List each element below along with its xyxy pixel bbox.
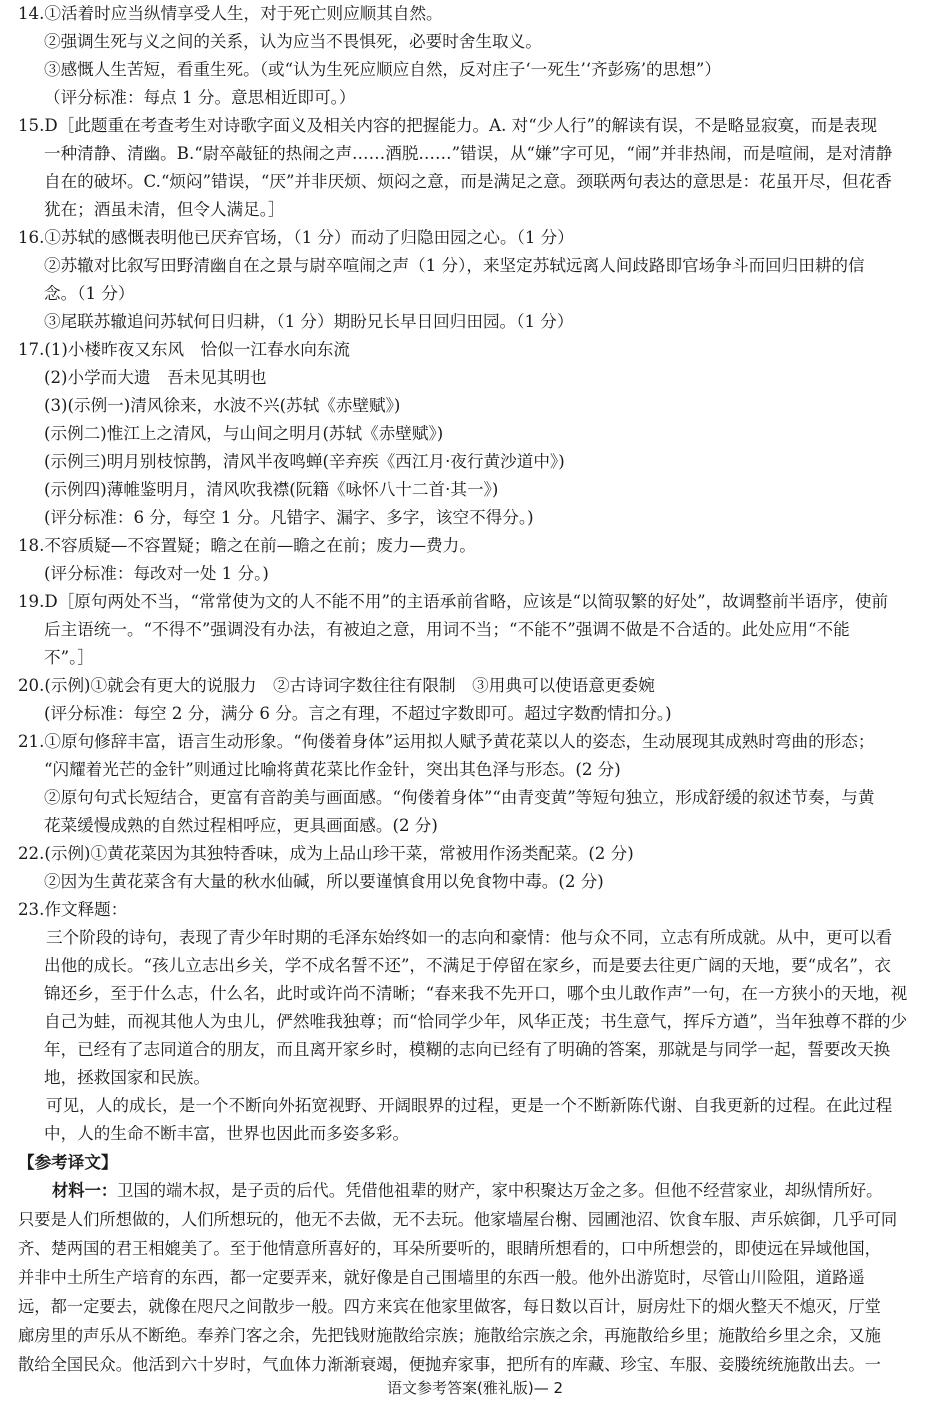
- translation-text: 远，都一定要去，就像在咫尺之间散步一般。四方来宾在他家里做客，每日数以百计，厨房灶下的烟火整天不熄灭，厅堂: [18, 1297, 881, 1316]
- translation-text: 只要是人们所想做的，人们所想玩的，他无不去做，无不去玩。他家墙屋台榭、园圃池沼、饮食车服、声乐嫔御，几乎可同: [18, 1210, 898, 1229]
- answer-line-a19-1: 19.D［原句两处不当，“常常使为文的人不能不用”的主语承前省略，应该是“以简驭繁的好处”，故调整前半语序，使前: [18, 592, 889, 611]
- answer-line-a16-2: ②苏辙对比叙写田野清幽自在之景与尉卒喧闹之声（1 分），来坚定苏轼远离人间歧路即官场争斗而回归田耕的信: [44, 256, 865, 275]
- translation-text: 散给全国民众。他活到六十岁时，气血体力渐渐衰竭，便抛弃家事，把所有的库藏、珍宝、车服、妾媵统统施散出去。一: [18, 1355, 881, 1374]
- answer-line-a18-1: 18.不容质疑—不容置疑；瞻之在前—瞻之在前；废力—费力。: [18, 536, 476, 555]
- answer-line-a14-2: ②强调生死与义之间的关系，认为应当不畏惧死，必要时舍生取义。: [44, 32, 542, 51]
- answer-line-a16-4: ③尾联苏辙追问苏轼何日归耕，（1 分）期盼兄长早日回归田园。（1 分）: [44, 312, 574, 331]
- translation-text: 齐、楚两国的君王相媲美了。至于他情意所喜好的，耳朵所要听的，眼睛所想看的，口中所想尝的，即使远在异域他国，: [18, 1239, 881, 1258]
- answer-line-a17-3: (3)(示例一)清风徐来，水波不兴(苏轼《赤壁赋》): [44, 396, 401, 415]
- answer-line-a23-5: 自己为蛙，而视其他人为虫儿，俨然唯我独尊；而“恰同学少年，风华正茂；书生意气，挥斥方遒”，当年独尊不群的少: [44, 1012, 908, 1031]
- translation-line: [18, 1350, 938, 1379]
- translation-line: [18, 1321, 938, 1350]
- translation-line: [18, 1263, 938, 1292]
- answer-line-a21-3: ②原句句式长短结合，更富有音韵美与画面感。“佝偻着身体”“由青变黄”等短句独立，形成舒缓的叙述节奏，与黄: [44, 788, 875, 807]
- answer-line-a20-1: 20.(示例)①就会有更大的说服力 ②古诗词字数往往有限制 ③用典可以使语意更委婉: [18, 676, 655, 695]
- answer-line-a21-2: “闪耀着光芒的金针”则通过比喻将黄花菜比作金针，突出其色泽与形态。(2 分): [44, 760, 621, 779]
- reference-heading: 【参考译文】: [18, 1152, 118, 1172]
- answer-line-a18-2: (评分标准：每改对一处 1 分。): [44, 564, 269, 583]
- answer-line-a23-6: 年，已经有了志同道合的朋友，而且离开家乡时，模糊的志向已经有了明确的答案，那就是与同学一起，誓要改天换: [44, 1040, 891, 1059]
- translation-line: [18, 1176, 938, 1205]
- answer-line-a14-3: ③感慨人生苦短，看重生死。（或“认为生死应顺应自然，反对庄子‘一死生’‘齐彭殇’的思想”）: [44, 60, 721, 79]
- answer-line-a16-1: 16.①苏轼的感慨表明他已厌弃官场，（1 分）而动了归隐田园之心。（1 分）: [18, 228, 574, 247]
- translation-line: [18, 1234, 938, 1263]
- translation-text: 廊房里的声乐从不断绝。奉养门客之余，先把钱财施散给宗族；施散给宗族之余，再施散给乡里；施散给乡里之余，又施: [18, 1326, 881, 1345]
- answer-line-a23-9: 中，人的生命不断丰富，世界也因此而多姿多彩。: [44, 1124, 410, 1143]
- answer-line-a23-1: 23.作文释题：: [18, 900, 128, 919]
- answer-line-a17-5: (示例三)明月别枝惊鹊，清风半夜鸣蝉(辛弃疾《西江月·夜行黄沙道中》): [44, 452, 565, 471]
- answer-line-a17-6: (示例四)薄帷鉴明月，清风吹我襟(阮籍《咏怀八十二首·其一》): [44, 480, 499, 499]
- answer-line-a21-1: 21.①原句修辞丰富，语言生动形象。“佝偻着身体”运用拟人赋予黄花菜以人的姿态，生动展现其成熟时弯曲的形态；: [18, 732, 875, 751]
- answer-line-a19-3: 不”。］: [44, 648, 94, 667]
- material-label: 材料一：: [52, 1181, 118, 1200]
- translation-line: [18, 1205, 938, 1234]
- answer-line-a14-1: 14.①活着时应当纵情享受人生，对于死亡则应顺其自然。: [18, 4, 443, 23]
- answer-line-a23-4: 锦还乡，至于什么志，什么名，此时或许尚不清晰；“春来我不先开口，哪个虫儿敢作声”一句，在一方狭小的天地，视: [44, 984, 908, 1003]
- answer-line-a17-1: 17.(1)小楼昨夜又东风 恰似一江春水向东流: [18, 340, 350, 359]
- answer-line-a23-8: 可见，人的成长，是一个不断向外拓宽视野、开阔眼界的过程，更是一个不断新陈代谢、自我更新的过程。在此过程: [46, 1096, 893, 1115]
- answer-line-a15-4: 犹在；酒虽未清，但令人满足。］: [44, 200, 285, 219]
- answer-line-a20-2: (评分标准：每空 2 分，满分 6 分。言之有理，不超过字数即可。超过字数酌情扣分。): [44, 704, 672, 723]
- answer-content: [18, 0, 938, 1379]
- answer-line-a22-1: 22.(示例)①黄花菜因为其独特香味，成为上品山珍干菜，常被用作汤类配菜。(2 分): [18, 844, 634, 863]
- translation-text: 卫国的端木叔，是子贡的后代。凭借他祖辈的财产，家中积聚达万金之多。但他不经营家业，却纵情所好。: [117, 1181, 883, 1200]
- answer-line-a15-1: 15.D［此题重在考查考生对诗歌字面义及相关内容的把握能力。A. 对“少人行”的解读有误，不是略显寂寞，而是表现: [18, 116, 878, 135]
- answer-line-a15-3: 自在的破坏。C.“烦闷”错误，“厌”并非厌烦、烦闷之意，而是满足之意。颈联两句表达的意思是：花虽开尽，但花香: [44, 172, 892, 191]
- answer-line-a16-3: 念。（1 分）: [44, 284, 135, 303]
- answer-line-a19-2: 后主语统一。“不得不”强调没有办法，有被迫之意，用词不当；“不能不”强调不做是不合适的。此处应用“不能: [44, 620, 850, 639]
- answer-line-a21-4: 花菜缓慢成熟的自然过程相呼应，更具画面感。(2 分): [44, 816, 438, 835]
- translation-line: [18, 1292, 938, 1321]
- answer-line-a23-7: 地，拯救国家和民族。: [44, 1068, 210, 1087]
- page-footer: 语文参考答案(雅礼版)— 2: [386, 1379, 564, 1397]
- answer-line-a22-2: ②因为生黄花菜含有大量的秋水仙碱，所以要谨慎食用以免食物中毒。(2 分): [44, 872, 604, 891]
- answer-line-a17-4: (示例二)惟江上之清风，与山间之明月(苏轼《赤壁赋》): [44, 424, 444, 443]
- translation-text: 并非中土所生产培育的东西，都一定要弄来，就好像是自己围墙里的东西一般。他外出游览时，尽管山川险阻，道路遥: [18, 1268, 865, 1287]
- answer-line-a15-2: 一种清静、清幽。B.“尉卒敲钲的热闹之声……酒脱……”错误，从“嫌”字可见，“闹”并非热闹，而是喧闹，是对清静: [44, 144, 893, 163]
- answer-line-a17-2: (2)小学而大遗 吾未见其明也: [44, 368, 267, 387]
- answer-line-a23-2: 三个阶段的诗句，表现了青少年时期的毛泽东始终如一的志向和豪情：他与众不同，立志有所成就。从中，更可以看: [46, 928, 893, 947]
- answer-line-a23-3: 出他的成长。“孩儿立志出乡关，学不成名誓不还”，不满足于停留在家乡，而是要去往更广阔的天地，要“成名”，衣: [44, 956, 892, 975]
- answer-line-a17-7: (评分标准：6 分，每空 1 分。凡错字、漏字、多字，该空不得分。): [44, 508, 534, 527]
- answer-line-a14-4: （评分标准：每点 1 分。意思相近即可。）: [44, 88, 356, 107]
